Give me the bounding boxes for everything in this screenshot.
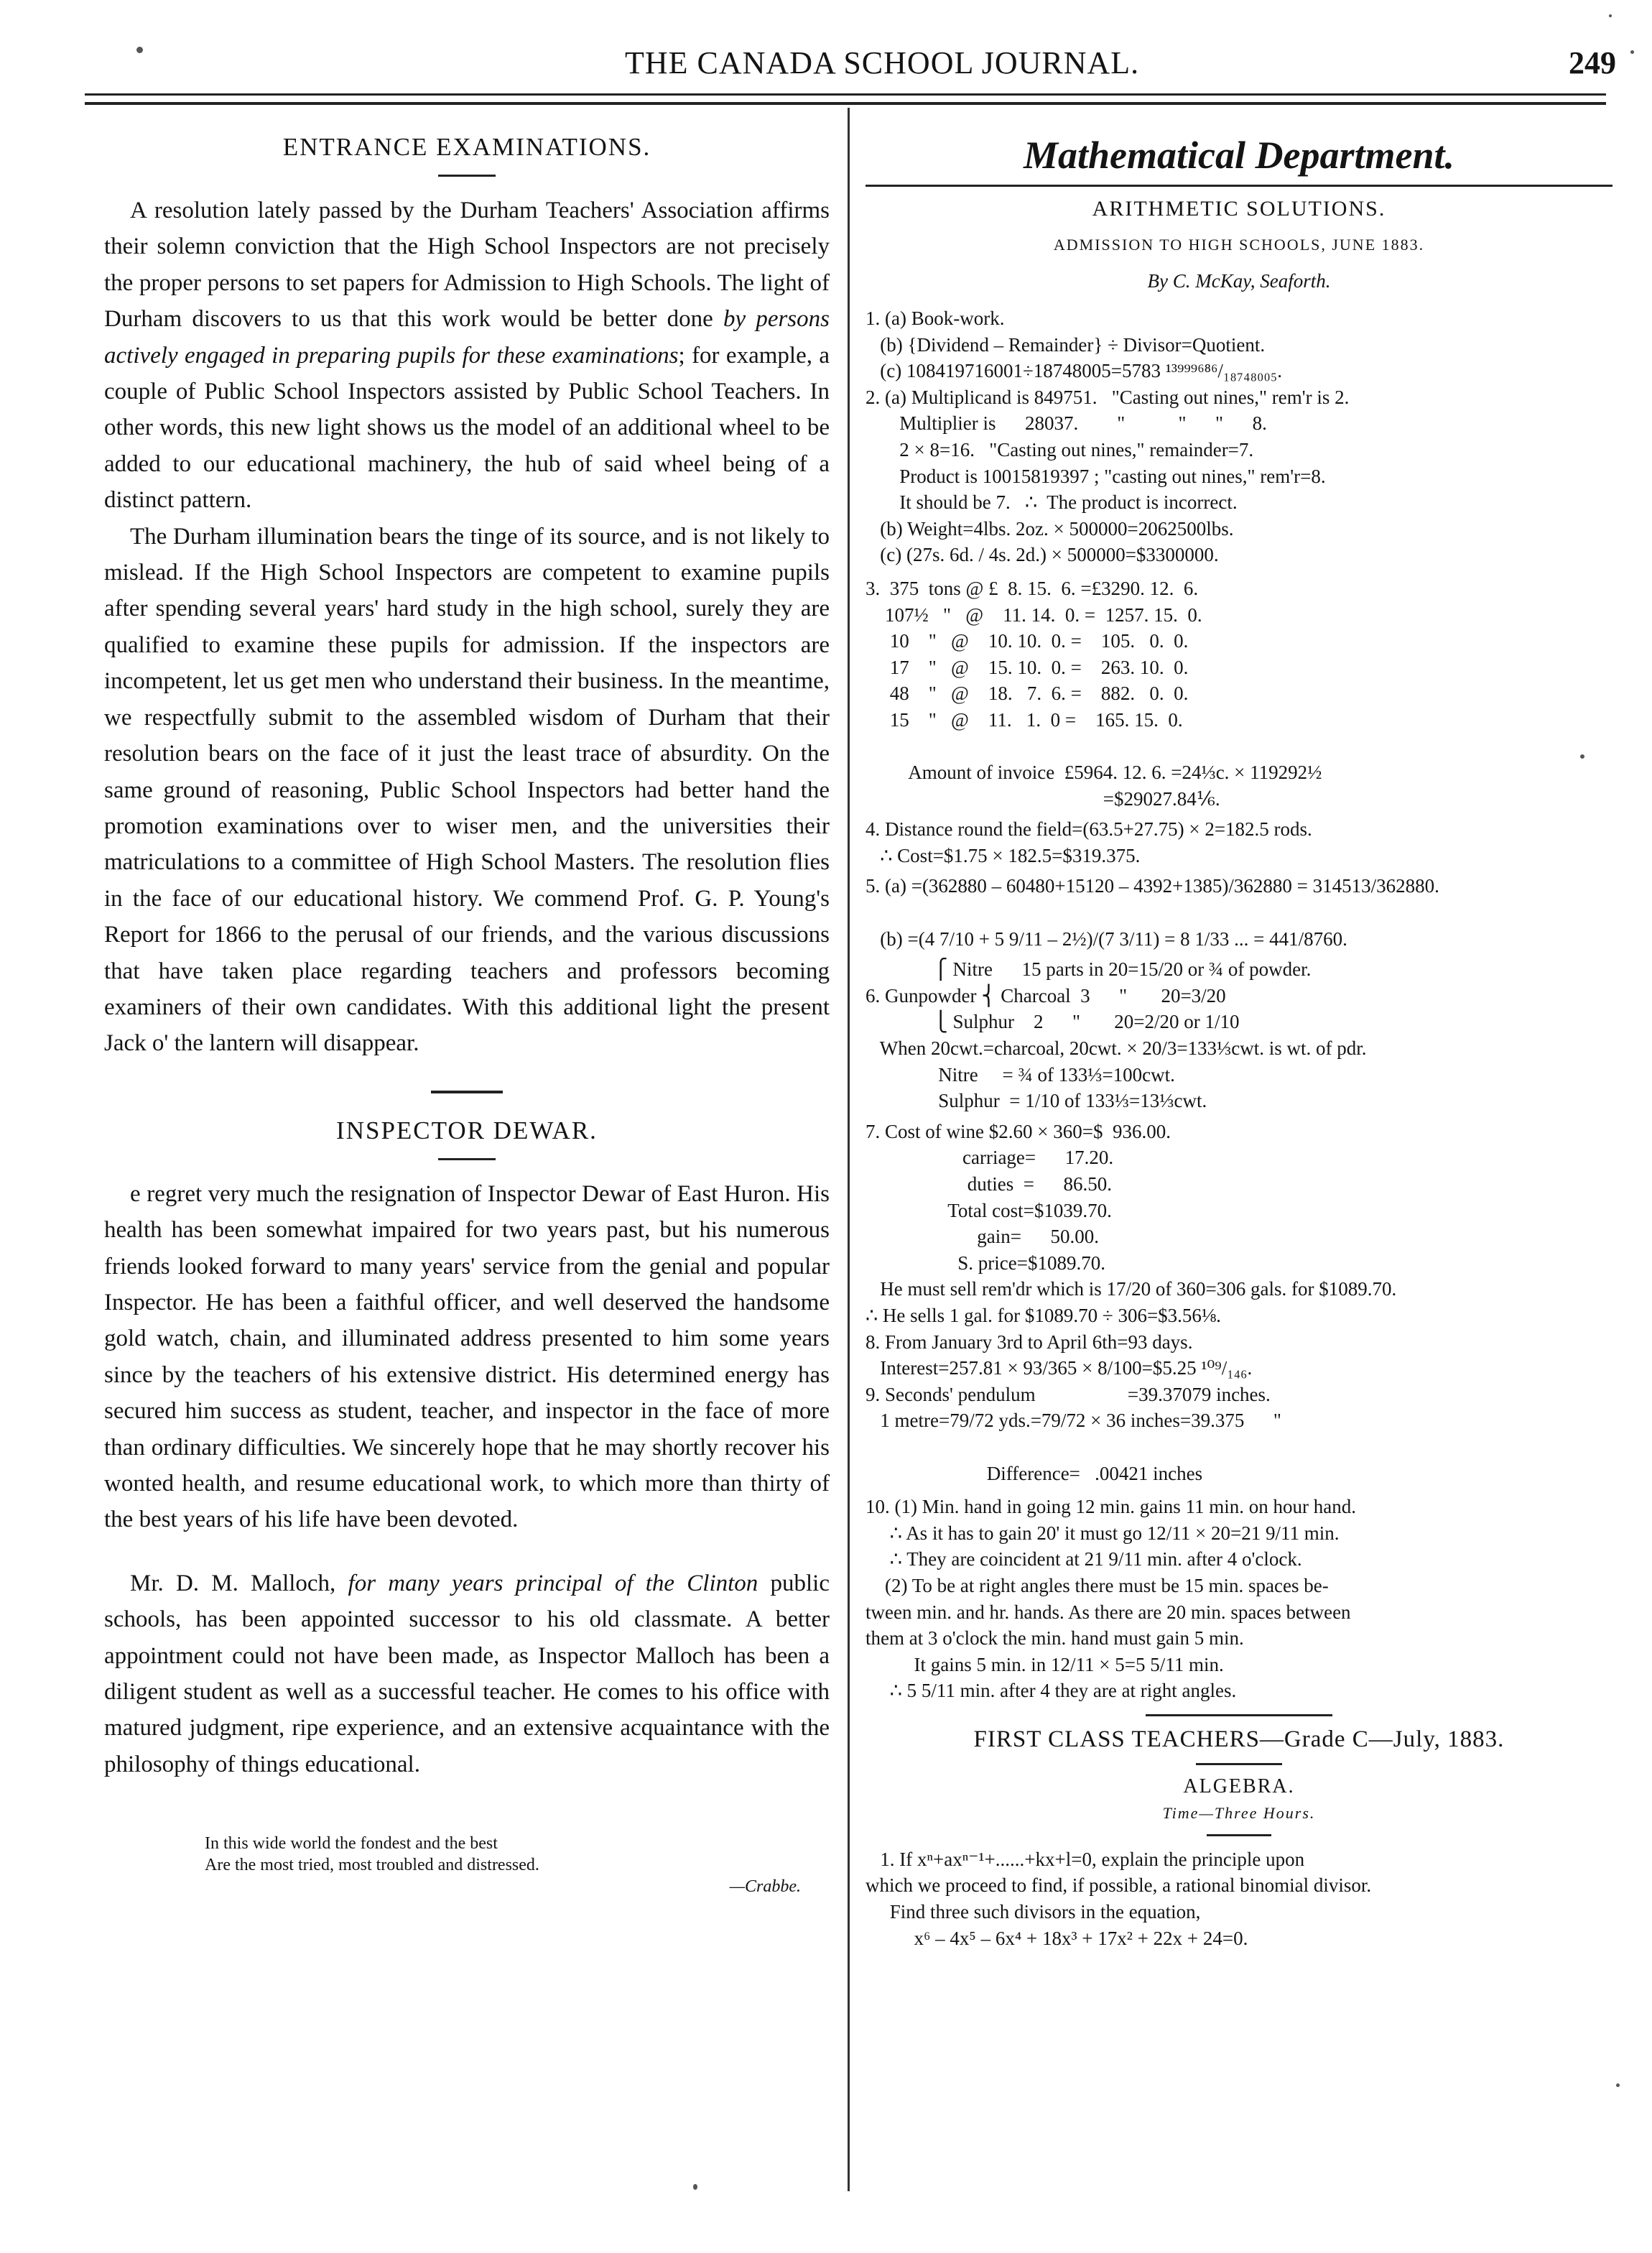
right-column <box>866 133 1612 1951</box>
entrance-paragraph-2: The Durham illumination bears the tinge of its source, and is not likely to mislead. If the High School Inspectors are competent to examine pupils after spending several years' hard study in the high school, surely they are qualified to examine these pupils for admission. If the inspectors are incompetent, let us get men who understand their business. In the meantime, we respectfully submit to the assembled wisdom of Durham that their resolution bears on the face of it just the least trace of absurdity. On the same ground of reasoning, Public School Inspectors had better hand the promotion examinations over to wiser men, and the universities their matriculations to a committee of High School Masters. The resolution flies in the face of our educational history. We commend Prof. G. P. Young's Report for 1866 to the perusal of our friends, and the various discussions that have taken place regarding teachers and professors becoming examiners of their own candidates. With this additional light the present Jack o' the lantern will disappear. <box>104 523 830 1057</box>
solution-1: 1. (a) Book-work. (b) {Dividend – Remainder} ÷ Divisor=Quotient. (c) 108419716001÷18748005=5783 ¹³⁹⁹⁹⁶⁸⁶/₁₈₇₄₈₀₀₅. <box>866 307 1282 382</box>
print-speck <box>1630 50 1634 54</box>
solution-8: 8. From January 3rd to April 6th=93 days. Interest=257.81 × 93/365 × 8/100=$5.25 ¹⁰⁹/₁₄₆. <box>866 1331 1253 1379</box>
entrance-paragraph-1 <box>104 193 830 519</box>
print-speck <box>693 2184 697 2190</box>
solution-9: 9. Seconds' pendulum =39.37079 inches. 1 metre=79/72 yds.=79/72 × 36 inches=39.375 " Difference= .00421 inches <box>866 1383 1281 1484</box>
solution-6: ⎧ Nitre 15 parts in 20=15/20 or ¾ of powder. 6. Gunpowder ⎨ Charcoal 3 " 20=3/20 ⎩ Sulphur 2 " 20=2/20 or 1/10 When 20cwt.=charcoal, 20cwt. × 20/3=133⅓cwt. is wt. of pdr. Nitre = ¾ of 133⅓=100cwt. Sulphur = 1/10 of 133⅓=13⅓cwt. <box>866 958 1367 1112</box>
heading-rule <box>1196 1763 1282 1765</box>
masthead <box>86 45 1616 95</box>
malloch-text-a: Mr. D. M. Malloch, <box>130 1570 348 1596</box>
entrance-p1-italic: by persons actively engaged in preparing pupils for these examinations <box>104 306 830 369</box>
author-byline: By C. McKay, Seaforth. <box>1147 270 1331 292</box>
admission-line: ADMISSION TO HIGH SCHOOLS, JUNE 1883. <box>1053 236 1425 254</box>
heading-rule <box>438 1158 496 1160</box>
heading-rule <box>1207 1834 1271 1836</box>
section-rule <box>1146 1714 1332 1716</box>
dewar-paragraph-1: e regret very much the resignation of Inspector Dewar of East Huron. His health has been somewhat impaired for two years past, but his numerous friends looked forward to many years' service from the genial and popular Inspector. He has been a faithful officer, and well deserved the handsome gold watch, chain, and illuminated address presented to him some years since by the teachers of his extensive district. His determined energy has secured him success as student, teacher, and inspector in the face of more than ordinary difficulties. We sincerely hope that he may shortly recover his wonted health, and resume educational work, to which more than thirty of the best years of his life have been devoted. <box>104 1180 830 1533</box>
arithmetic-heading: ARITHMETIC SOLUTIONS. <box>1092 197 1386 221</box>
algebra-question-1: 1. If xⁿ+axⁿ⁻¹+......+kx+l=0, explain the principle upon which we proceed to find, if possible, a rational binomial divisor. Find three such divisors in the equation, x⁶ – 4x⁵ – 6x⁴ + 18x³ + 17x² + 22x + 24=0. <box>866 1848 1372 1949</box>
print-speck <box>136 47 143 53</box>
department-title: Mathematical Department. <box>1024 134 1454 177</box>
time-heading: Time—Three Hours. <box>1162 1803 1316 1822</box>
entrance-p1-text-a: A resolution lately passed by the Durham Teachers' Association affirms their solemn conviction that the High School Inspectors are not precisely the proper persons to set papers for Admission to High Schools. The light of Durham discovers to us that this work would be better done <box>104 198 830 333</box>
malloch-paragraph <box>104 1565 830 1782</box>
quote-line-2: Are the most tried, most troubled and distressed. <box>205 1856 539 1875</box>
solution-3: 3. 375 tons @ £ 8. 15. 6. =£3290. 12. 6. 107½ " @ 11. 14. 0. = 1257. 15. 0. 10 " @ 10. 10. 0. = 105. 0. 0. 17 " @ 15. 10. 0. = 263. 10. 0. 48 " @ 18. 7. 6. = 882. 0. 0. 15 " @ 11. 1. 0 = 165. 15. 0. Amount of invoice £5964. 12. 6. =24⅓c. × 119292½ =$29027.84⅙. <box>866 577 1322 810</box>
solution-4: 4. Distance round the field=(63.5+27.75) × 2=182.5 rods. ∴ Cost=$1.75 × 182.5=$319.375. <box>866 818 1312 866</box>
print-speck <box>1616 2083 1620 2087</box>
print-speck <box>1580 754 1584 759</box>
solution-10: 10. (1) Min. hand in going 12 min. gains 11 min. on hour hand. ∴ As it has to gain 20' it must go 12/11 × 20=21 9/11 min. ∴ They are coincident at 21 9/11 min. after 4 o'clock. (2) To be at right angles there must be 15 min. spaces be- tween min. and hr. hands. As there are 20 min. spaces between them at 3 o'clock the min. hand must gain 5 min. It gains 5 min. in 12/11 × 5=5 5/11 min. ∴ 5 5/11 min. after 4 they are at right angles. <box>866 1496 1356 1702</box>
solution-2: 2. (a) Multiplicand is 849751. "Casting out nines," rem'r is 2. Multiplier is 28037. " " " 8. 2 × 8=16. "Casting out nines," remainder=7. Product is 10015819397 ; "casting out nines," rem'r=8. It should be 7. ∴ The product is incorrect. (b) Weight=4lbs. 2oz. × 500000=2062500lbs. (c) (27s. 6d. / 4s. 2d.) × 500000=$3300000. <box>866 386 1350 566</box>
heading-rule <box>438 175 496 177</box>
department-rule <box>866 185 1612 187</box>
algebra-heading: ALGEBRA. <box>1183 1775 1295 1798</box>
section-rule <box>431 1091 503 1093</box>
column-divider <box>848 108 850 2191</box>
malloch-text-b: public schools, has been appointed successor to his old classmate. A better appointment could not have been made, as Inspector Malloch has been a diligent student as well as a successful teacher. He comes to his office with matured judgment, ripe experience, and an extensive acquaintance with the philosophy of things educational. <box>104 1570 830 1777</box>
quote-line-1: In this wide world the fondest and the best <box>205 1834 498 1854</box>
header-rule-thin <box>85 93 1606 96</box>
left-column <box>104 133 830 1897</box>
malloch-italic: for many years principal of the Clinton <box>348 1570 758 1596</box>
page-number: 249 <box>1569 45 1616 80</box>
entrance-heading: ENTRANCE EXAMINATIONS. <box>282 133 651 161</box>
first-class-heading: FIRST CLASS TEACHERS—Grade C—July, 1883. <box>973 1726 1505 1752</box>
header-rule-thick <box>85 102 1606 105</box>
journal-title: THE CANADA SCHOOL JOURNAL. <box>625 45 1140 80</box>
quote-attribution: —Crabbe. <box>729 1877 801 1897</box>
entrance-p1-text-b: ; for example, a couple of Public School Inspectors assisted by Public School Teachers. In other words, this new light shows us the model of an additional wheel to be added to our educational machinery, the hub of said wheel being of a distinct pattern. <box>104 342 830 514</box>
closing-quote <box>104 1833 830 1897</box>
solution-5: 5. (a) =(362880 – 60480+15120 – 4392+1385)/362880 = 314513/362880. (b) =(4 7/10 + 5 9/11 – 2½)/(7 3/11) = 8 1/33 ... = 441/8760. <box>866 875 1439 950</box>
solution-7: 7. Cost of wine $2.60 × 360=$ 936.00. carriage= 17.20. duties = 86.50. Total cost=$1039.70. gain= 50.00. S. price=$1089.70. He must sell rem'dr which is 17/20 of 360=306 gals. for $1089.70. ∴ He sells 1 gal. for $1089.70 ÷ 306=$3.56⅛. <box>866 1120 1397 1326</box>
print-speck <box>1609 14 1612 17</box>
dewar-heading: INSPECTOR DEWAR. <box>336 1116 598 1144</box>
